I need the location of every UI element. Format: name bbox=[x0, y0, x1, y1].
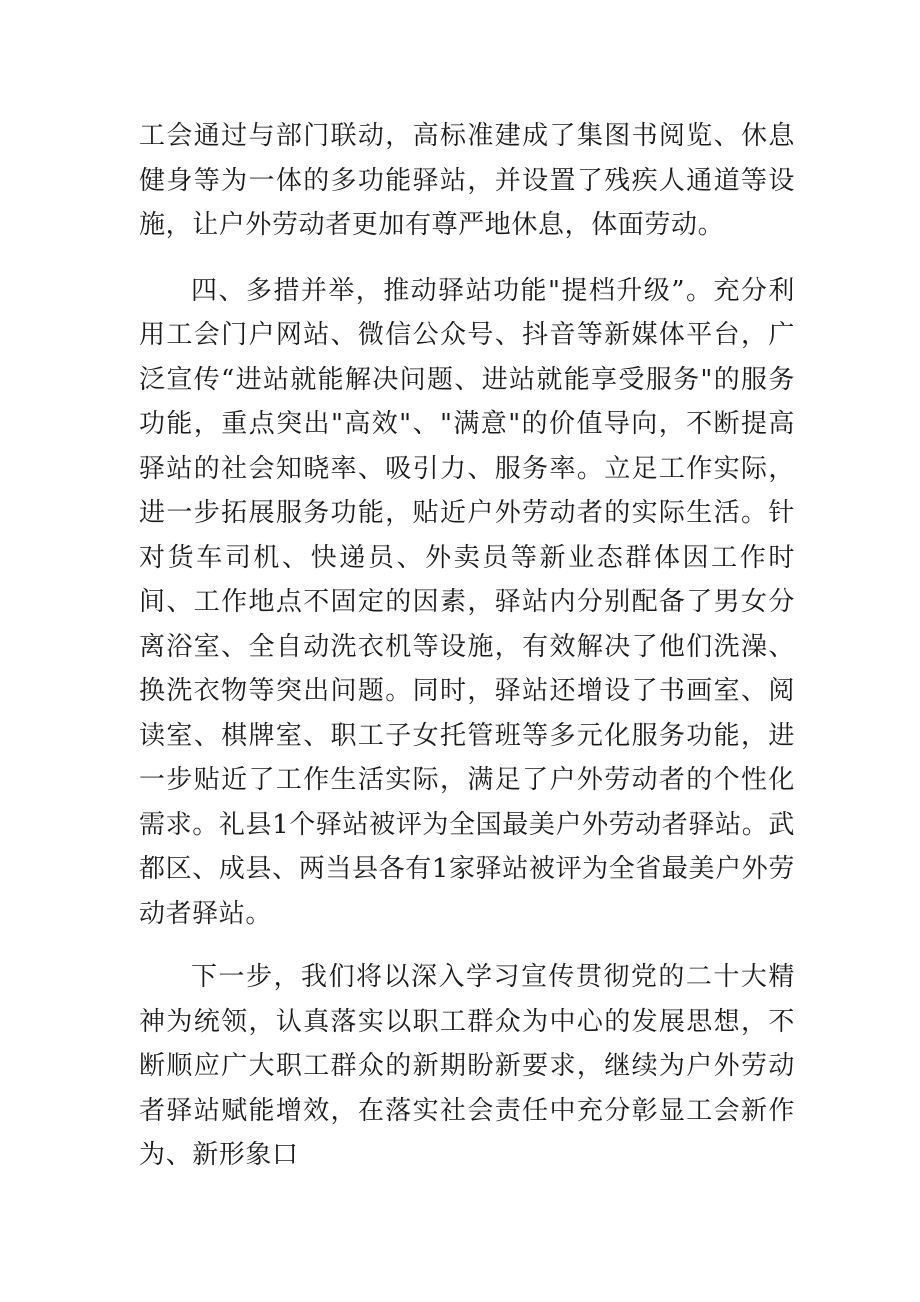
paragraph-continuation: 工会通过与部门联动，高标准建成了集图书阅览、休息健身等为一体的多功能驿站，并设置了残疾人通道等设施，让户外劳动者更加有尊严地休息，体面劳动。 bbox=[139, 121, 795, 240]
paragraph-section-four: 四、多措并举，推动驿站功能"提档升级”。充分利用工会门户网站、微信公众号、抖音等新媒体平台，广泛宣传“进站就能解决问题、进站就能享受服务"的服务功能，重点突出"高效"、"满意"的价值导向，不断提高驿站的社会知晓率、吸引力、服务率。立足工作实际，进一步拓展服务功能，贴近户外劳动者的实际生活。针对货车司机、快递员、外卖员等新业态群体因工作时间、工作地点不固定的因素，驿站内分别配备了男女分离浴室、全自动洗衣机等设施，有效解决了他们洗澡、换洗衣物等突出问题。同时，驿站还增设了书画室、阅读室、棋牌室、职工子女托管班等多元化服务功能，进一步贴近了工作生活实际，满足了户外劳动者的个性化需求。礼县1个驿站被评为全国最美户外劳动者驿站。武都区、成县、两当县各有1家驿站被评为全省最美户外劳动者驿站。 bbox=[139, 275, 795, 929]
paragraph-next-steps: 下一步，我们将以深入学习宣传贯彻党的二十大精神为统领，认真落实以职工群众为中心的发展思想，不断顺应广大职工群众的新期盼新要求，继续为户外劳动者驿站赋能增效，在落实社会责任中充分彰显工会新作为、新形象口 bbox=[139, 962, 795, 1170]
document-body bbox=[139, 114, 795, 1178]
